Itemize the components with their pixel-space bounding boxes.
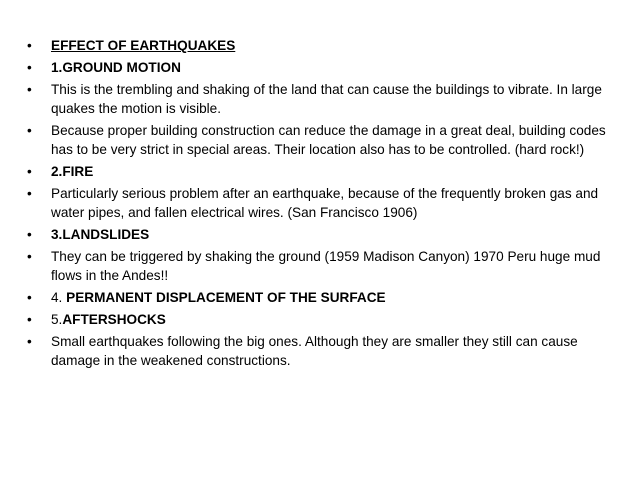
building-codes-text: Because proper building construction can reduce the damage in a great deal, building codes has to be very strict in special areas. Their location also has to be controlled. (hard rock!) — [51, 123, 606, 157]
ground-motion-title: 1.GROUND MOTION — [51, 60, 181, 75]
bullet-ground-motion-desc — [27, 80, 607, 118]
bullet-dot: • — [27, 123, 32, 138]
bullet-dot: • — [27, 249, 32, 264]
bullet-dot: • — [27, 334, 32, 349]
permanent-displacement-prefix: 4. — [51, 290, 67, 305]
bullet-list — [27, 36, 607, 373]
bullet-dot: • — [27, 227, 32, 242]
fire-title: 2.FIRE — [51, 164, 94, 179]
landslides-title: 3.LANDSLIDES — [51, 227, 150, 242]
bullet-dot: • — [27, 290, 32, 305]
bullet-heading-effects — [27, 36, 607, 55]
bullet-fire-desc — [27, 184, 607, 222]
bullet-ground-motion-title — [27, 58, 607, 77]
aftershocks-title: AFTERSHOCKS — [62, 312, 166, 327]
permanent-displacement-title: PERMANENT DISPLACEMENT OF THE SURFACE — [66, 290, 386, 305]
heading-effects-text: EFFECT OF EARTHQUAKES — [51, 38, 236, 53]
fire-desc: Particularly serious problem after an earthquake, because of the frequently broken gas and water pipes, and fallen electrical wires. (San Francisco 1906) — [51, 186, 599, 220]
bullet-building-codes — [27, 121, 607, 159]
bullet-dot: • — [27, 82, 32, 97]
bullet-dot: • — [27, 60, 32, 75]
bullet-dot: • — [27, 38, 32, 53]
bullet-permanent-displacement — [27, 288, 607, 307]
bullet-fire-title — [27, 162, 607, 181]
aftershocks-desc: Small earthquakes following the big ones. Although they are smaller they still can cause damage in the weakened constructions. — [51, 334, 578, 368]
bullet-aftershocks-title — [27, 310, 607, 329]
bullet-dot: • — [27, 186, 32, 201]
landslides-desc: They can be triggered by shaking the ground (1959 Madison Canyon) 1970 Peru huge mud flows in the Andes!! — [51, 249, 601, 283]
ground-motion-desc: This is the trembling and shaking of the land that can cause the buildings to vibrate. In large quakes the motion is visible. — [51, 82, 602, 116]
aftershocks-prefix: 5. — [51, 312, 63, 327]
bullet-dot: • — [27, 312, 32, 327]
bullet-aftershocks-desc — [27, 332, 607, 370]
bullet-landslides-desc — [27, 247, 607, 285]
bullet-landslides-title — [27, 225, 607, 244]
bullet-dot: • — [27, 164, 32, 179]
